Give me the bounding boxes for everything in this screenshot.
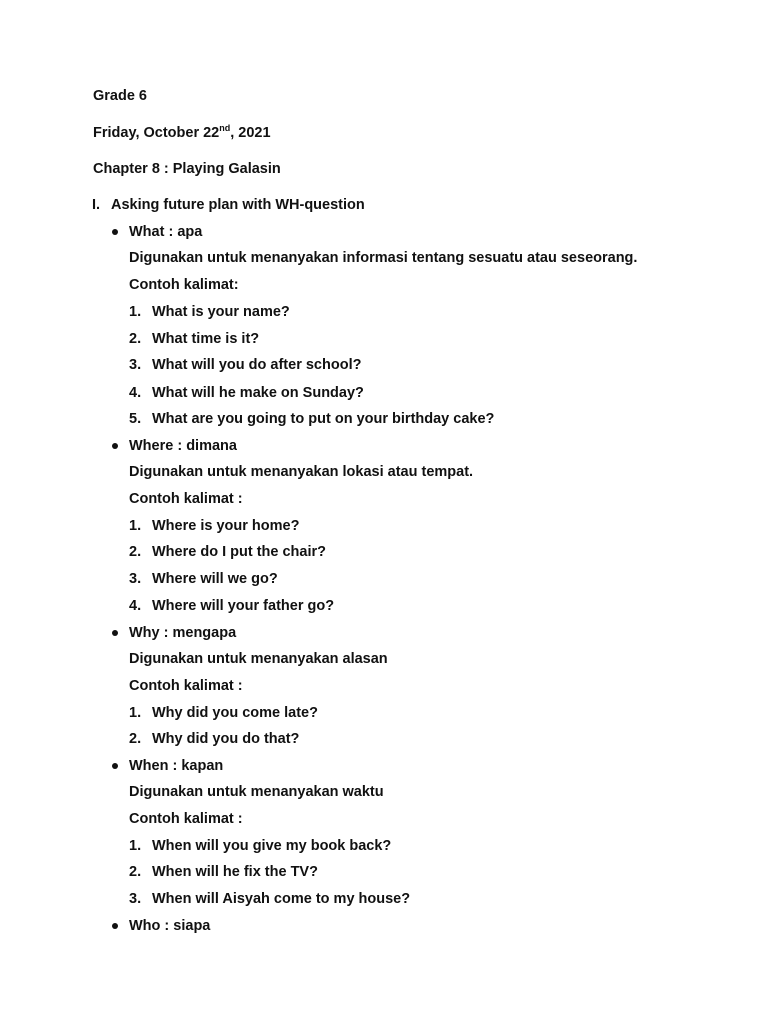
example-text: What time is it? — [152, 331, 260, 347]
example-label-when: Contoh kalimat : — [129, 811, 243, 827]
example-number: 2. — [129, 731, 142, 747]
example-text: What are you going to put on your birthday cake? — [152, 411, 495, 427]
section-title: Asking future plan with WH-question — [111, 197, 365, 213]
example-number: 1. — [129, 705, 142, 721]
term-who: Who : siapa — [129, 918, 211, 934]
description-where: Digunakan untuk menanyakan lokasi atau tempat. — [129, 464, 474, 480]
section-number: I. — [92, 197, 101, 213]
example-number: 5. — [129, 411, 142, 427]
bullet-icon — [112, 443, 118, 449]
description-why: Digunakan untuk menanyakan alasan — [129, 651, 388, 667]
example-number: 2. — [129, 544, 142, 560]
example-number: 3. — [129, 891, 142, 907]
example-text: Where will your father go? — [152, 598, 335, 614]
date-line — [93, 124, 271, 142]
example-text: Why did you do that? — [152, 731, 300, 747]
bullet-icon — [112, 229, 118, 235]
bullet-icon — [112, 763, 118, 769]
example-text: When will he fix the TV? — [152, 864, 318, 880]
bullet-icon — [112, 923, 118, 929]
example-number: 2. — [129, 331, 142, 347]
example-label-what: Contoh kalimat: — [129, 277, 239, 293]
example-number: 3. — [129, 357, 142, 373]
term-when: When : kapan — [129, 758, 224, 774]
date-superscript: nd — [219, 123, 231, 134]
example-number: 1. — [129, 304, 142, 320]
example-number: 1. — [129, 838, 142, 854]
date-prefix: Friday, October 22 — [93, 125, 220, 141]
term-what: What : apa — [129, 224, 203, 240]
example-text: When will Aisyah come to my house? — [152, 891, 411, 907]
chapter-heading: Chapter 8 : Playing Galasin — [93, 161, 281, 177]
example-number: 3. — [129, 571, 142, 587]
example-number: 1. — [129, 518, 142, 534]
example-number: 2. — [129, 864, 142, 880]
example-text: Where is your home? — [152, 518, 300, 534]
date-suffix: , 2021 — [230, 125, 271, 141]
example-text: Where do I put the chair? — [152, 544, 327, 560]
grade-heading: Grade 6 — [93, 88, 147, 104]
bullet-icon — [112, 630, 118, 636]
example-text: Where will we go? — [152, 571, 278, 587]
example-label-why: Contoh kalimat : — [129, 678, 243, 694]
term-where: Where : dimana — [129, 438, 237, 454]
example-text: What is your name? — [152, 304, 290, 320]
description-what: Digunakan untuk menanyakan informasi tentang sesuatu atau seseorang. — [129, 250, 638, 266]
example-number: 4. — [129, 598, 142, 614]
term-why: Why : mengapa — [129, 625, 237, 641]
example-text: What will you do after school? — [152, 357, 362, 373]
example-text: What will he make on Sunday? — [152, 385, 364, 401]
example-text: Why did you come late? — [152, 705, 318, 721]
example-number: 4. — [129, 385, 142, 401]
description-when: Digunakan untuk menanyakan waktu — [129, 784, 384, 800]
example-label-where: Contoh kalimat : — [129, 491, 243, 507]
example-text: When will you give my book back? — [152, 838, 392, 854]
